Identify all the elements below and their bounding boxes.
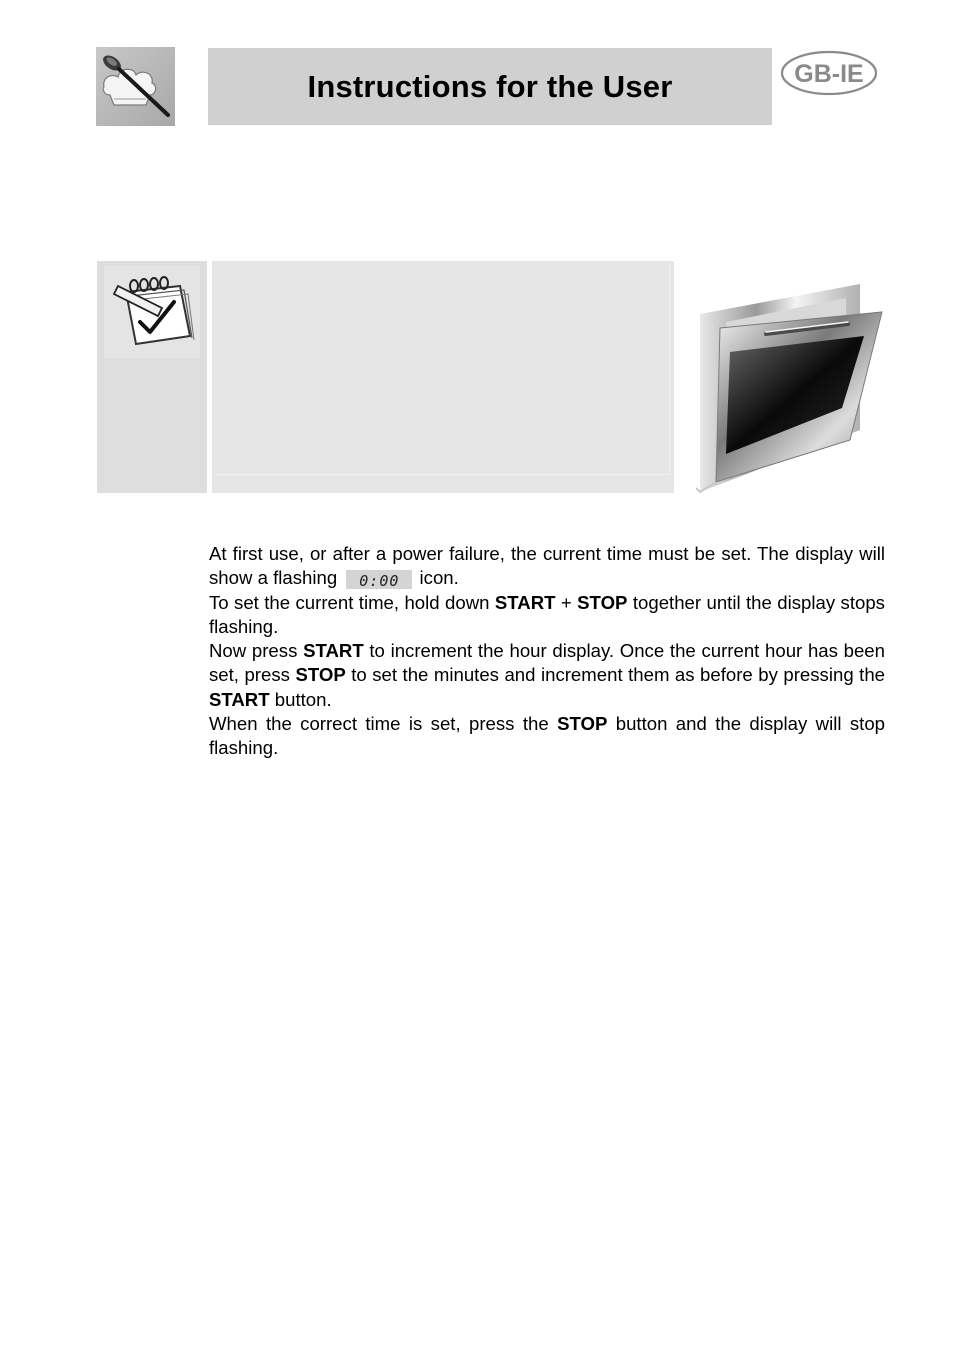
plus-sign: +	[560, 591, 572, 613]
text-span: When the correct time is set, press the	[209, 713, 549, 735]
page-title: Instructions for the User	[307, 68, 673, 104]
note-panel	[212, 261, 674, 493]
instruction-paragraph-3	[209, 639, 885, 712]
text-span: Now press	[209, 640, 298, 662]
instruction-paragraph-1	[209, 542, 885, 591]
stop-key-label: STOP	[577, 591, 628, 613]
clock-display-value: 0:00	[359, 572, 400, 591]
notepad-check-icon	[104, 266, 200, 358]
stop-key-label: STOP	[557, 713, 608, 735]
region-badge-label: GB-IE	[794, 60, 864, 88]
text-span: button and the display will stop flashing.	[209, 713, 885, 759]
instruction-paragraph-4	[209, 712, 885, 761]
text-span: At first use, or after a power failure, the current time must be set. The display will show a flashing	[209, 543, 885, 589]
text-span: to set the minutes and increment them as before by pressing the	[351, 664, 886, 686]
start-key-label: START	[303, 640, 364, 662]
instruction-paragraph-2	[209, 591, 885, 640]
instructions-text	[209, 542, 885, 761]
chef-hat-spoon-icon	[96, 47, 175, 126]
text-span: icon.	[419, 567, 459, 589]
oven-door-open-icon	[696, 282, 894, 496]
clock-display-icon	[346, 570, 412, 589]
text-span: To set the current time, hold down	[209, 591, 490, 613]
text-span: to increment the hour display. Once the current hour has been set, press	[209, 640, 885, 686]
region-badge	[779, 49, 879, 97]
page-header	[208, 48, 772, 125]
start-key-label: START	[494, 591, 556, 613]
stop-key-label: STOP	[295, 664, 346, 686]
start-key-label: START	[209, 688, 270, 710]
text-span: together until the display stops flashing.	[209, 591, 885, 637]
text-span: button.	[274, 688, 332, 710]
brand-logo	[96, 47, 175, 126]
